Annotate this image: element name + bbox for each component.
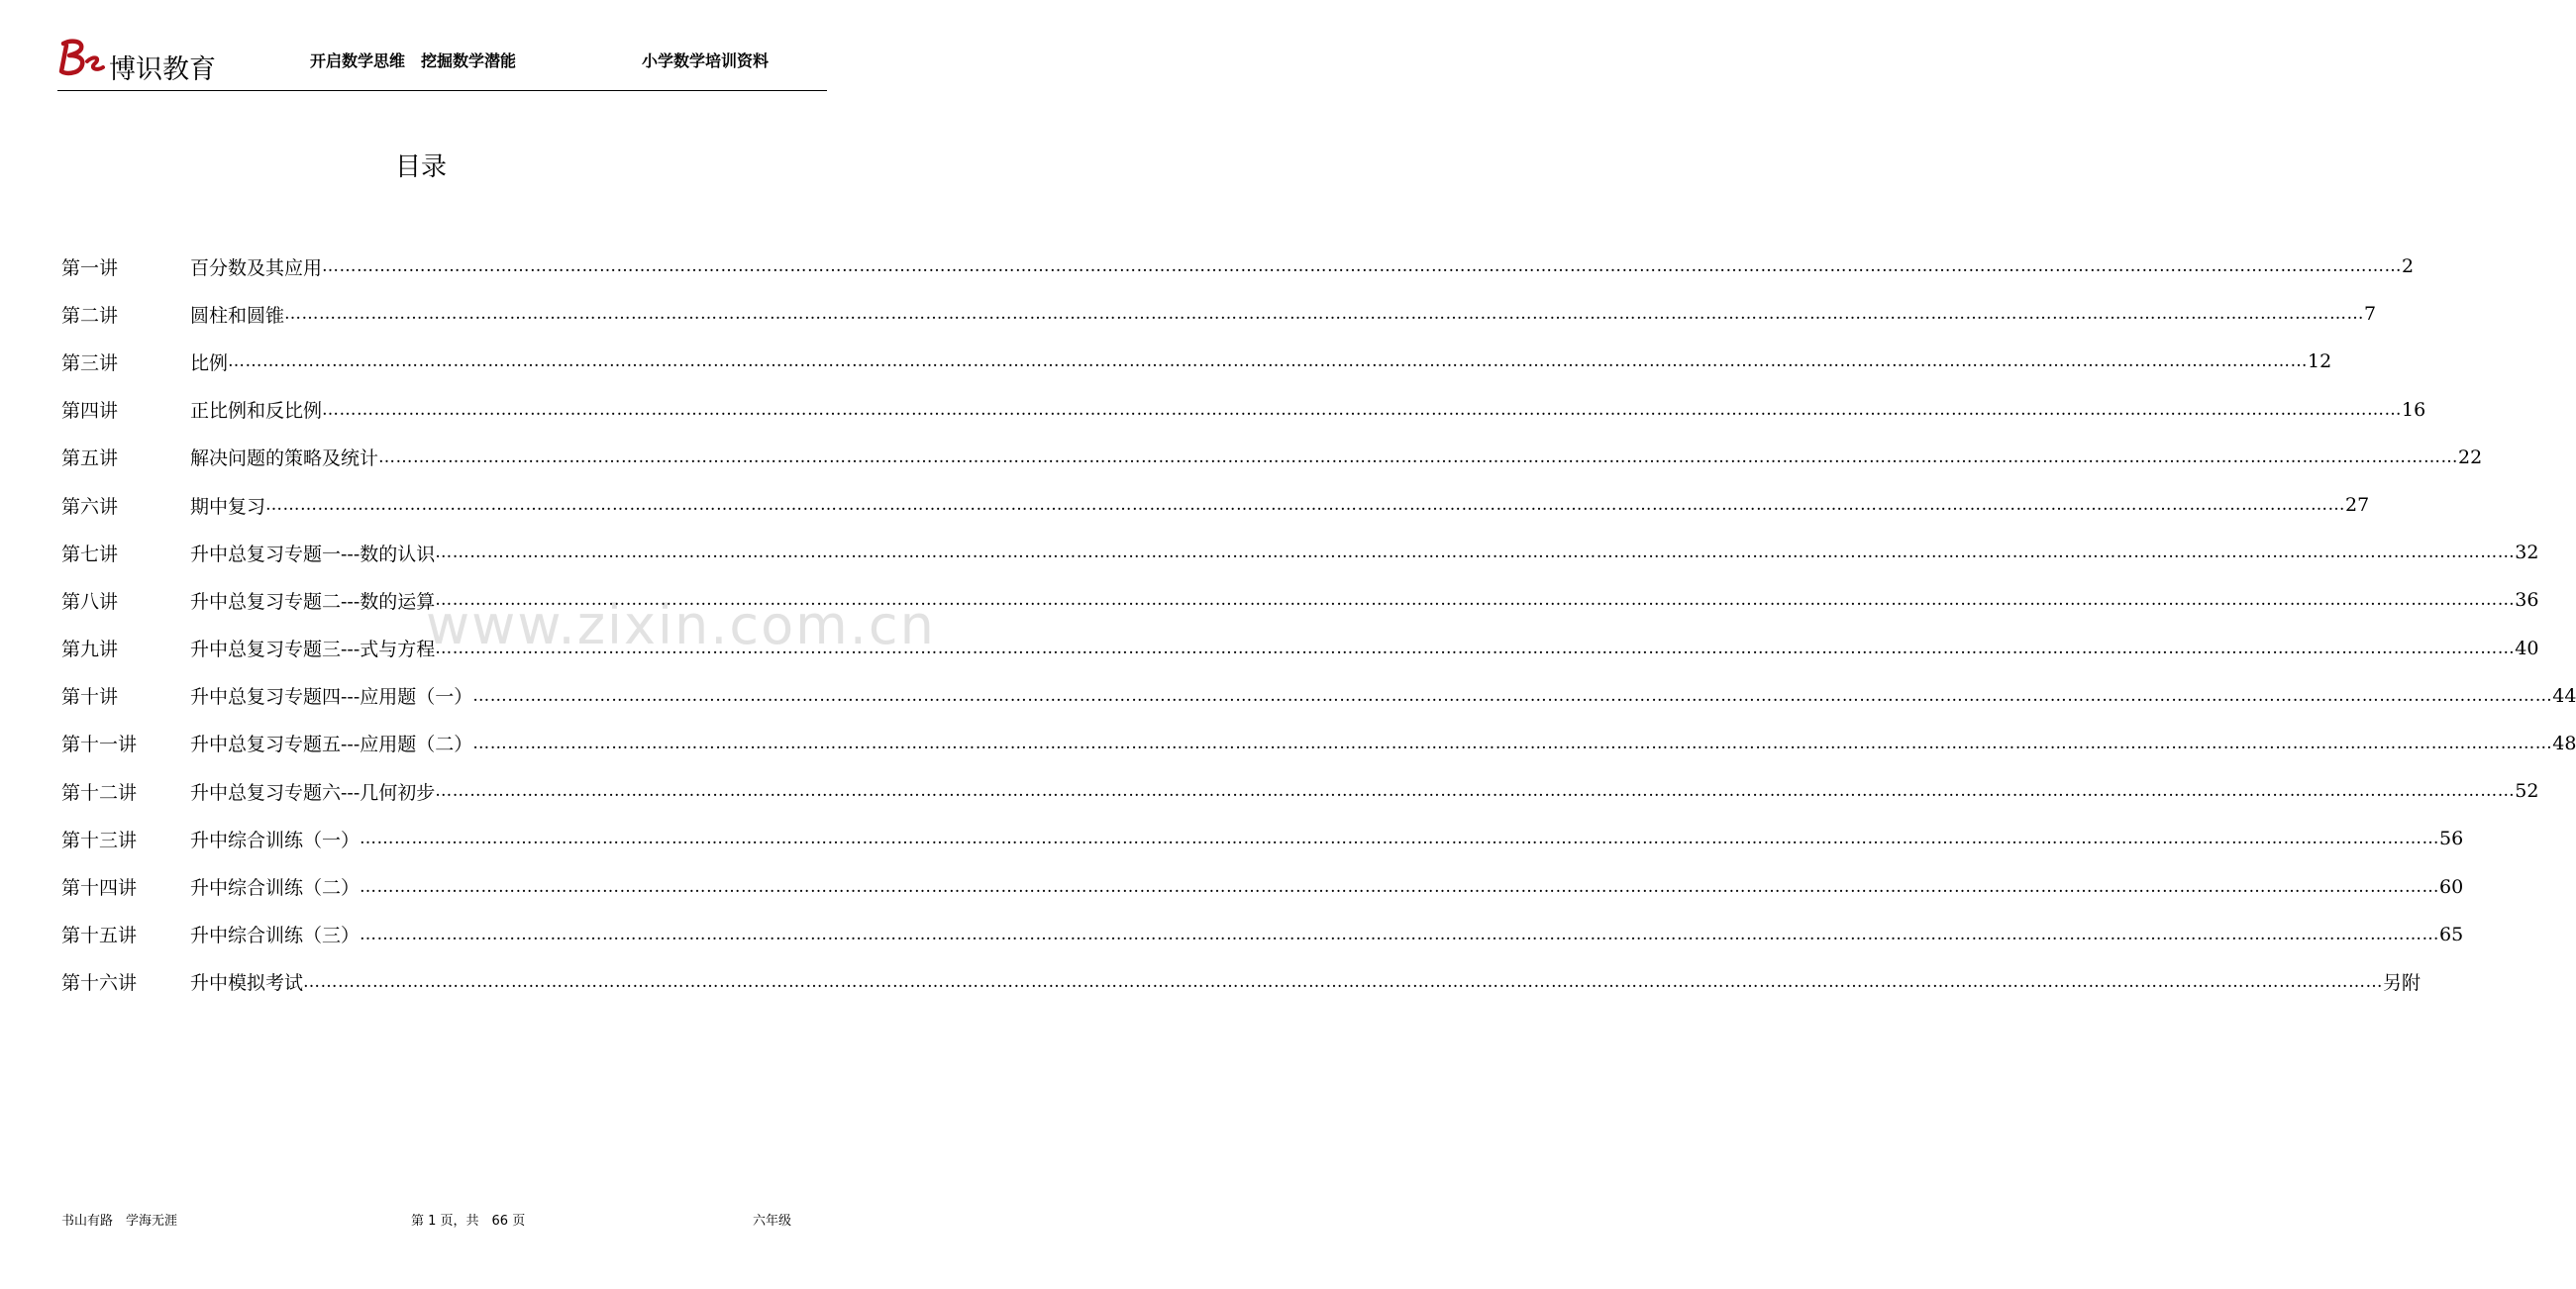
toc-dot-leader: ……………………………………………………………………………………………………………………………………………………………………………………………………………………………………………………………………………………………………………………………… <box>322 256 2403 277</box>
bs-logo-icon <box>57 38 105 77</box>
page-footer <box>0 1210 911 1234</box>
footer-motto: 书山有路 学海无涯 <box>61 1214 178 1229</box>
toc-dot-leader: ……………………………………………………………………………………………………………………………………………………………………………………………………………………………………………………………………………………………………………………………… <box>303 971 2384 992</box>
toc-entry[interactable] <box>61 386 2426 434</box>
toc-entry-page: 32 <box>2515 542 2539 564</box>
toc-dot-leader: ……………………………………………………………………………………………………………………………………………………………………………………………………………………………………………………………………………………………………………………………… <box>228 351 2309 372</box>
toc-entry-page: 16 <box>2402 398 2426 421</box>
toc-entry-title: 解决问题的策略及统计 <box>190 447 379 470</box>
toc-dot-leader: ……………………………………………………………………………………………………………………………………………………………………………………………………………………………………………………………………………………………………………………………… <box>360 829 2440 849</box>
toc-entry-page: 60 <box>2439 875 2464 898</box>
toc-entry-number: 第一讲 <box>61 256 119 279</box>
toc-entry-number: 第七讲 <box>61 543 119 565</box>
header-divider <box>57 90 827 91</box>
toc-entry-title: 圆柱和圆锥 <box>190 304 285 327</box>
brand-name: 博识教育 <box>109 54 216 85</box>
toc-entry[interactable] <box>61 958 2421 1006</box>
toc-entry-number: 第十六讲 <box>61 972 138 995</box>
toc-entry-title: 期中复习 <box>190 495 266 518</box>
toc-entry-title: 升中总复习专题五---应用题（二） <box>190 734 473 756</box>
toc-dot-leader: ……………………………………………………………………………………………………………………………………………………………………………………………………………………………………………………………………………………………………………………………… <box>472 685 2553 706</box>
toc-entry-page: 48 <box>2552 732 2576 754</box>
toc-dot-leader: ……………………………………………………………………………………………………………………………………………………………………………………………………………………………………………………………………………………………………………………………… <box>435 543 2516 563</box>
toc-entry[interactable] <box>61 434 2483 481</box>
toc-entry[interactable] <box>61 720 2576 767</box>
toc-entry-number: 第十二讲 <box>61 781 138 804</box>
toc-entry-page: 22 <box>2458 446 2483 468</box>
toc-entry-number: 第二讲 <box>61 304 119 327</box>
toc-entry-number: 第十五讲 <box>61 925 138 947</box>
toc-entry-number: 第三讲 <box>61 351 119 374</box>
toc-entry-number: 第十三讲 <box>61 829 138 851</box>
toc-entry-page: 7 <box>2364 303 2377 326</box>
toc-entry-title: 升中综合训练（二） <box>190 877 361 900</box>
toc-dot-leader: ……………………………………………………………………………………………………………………………………………………………………………………………………………………………………………………………………………………………………………………………… <box>435 638 2516 658</box>
toc-entry-page: 44 <box>2552 684 2576 707</box>
toc-entry[interactable] <box>61 243 2415 290</box>
footer-grade: 六年级 <box>753 1214 792 1229</box>
toc-dot-leader: ……………………………………………………………………………………………………………………………………………………………………………………………………………………………………………………………………………………………………………………………… <box>360 924 2440 944</box>
toc-entry[interactable] <box>61 338 2332 385</box>
toc-dot-leader: ……………………………………………………………………………………………………………………………………………………………………………………………………………………………………………………………………………………………………………………………… <box>435 590 2516 611</box>
toc-entry-number: 第四讲 <box>61 400 119 423</box>
toc-entry-page: 40 <box>2515 637 2539 659</box>
toc-entry[interactable] <box>61 911 2464 958</box>
toc-entry-page: 27 <box>2345 494 2370 517</box>
toc-entry-title: 正比例和反比例 <box>190 400 323 423</box>
toc-entry-title: 升中总复习专题二---数的运算 <box>190 590 436 613</box>
toc-entry-number: 第五讲 <box>61 447 119 470</box>
toc-entry[interactable] <box>61 290 2377 338</box>
page-title: 目录 <box>394 152 447 182</box>
toc-entry-number: 第六讲 <box>61 495 119 518</box>
toc-dot-leader: ……………………………………………………………………………………………………………………………………………………………………………………………………………………………………………………………………………………………………………………………… <box>360 876 2440 897</box>
toc-entry-title: 百分数及其应用 <box>190 256 323 279</box>
toc-dot-leader: ……………………………………………………………………………………………………………………………………………………………………………………………………………………………………………………………………………………………………………………………… <box>265 495 2346 516</box>
toc-entry-title: 比例 <box>190 351 229 374</box>
toc-entry-number: 第十一讲 <box>61 734 138 756</box>
table-of-contents <box>61 243 2576 1006</box>
header-category: 小学数学培训资料 <box>642 51 770 70</box>
page-header <box>0 0 911 94</box>
toc-dot-leader: ……………………………………………………………………………………………………………………………………………………………………………………………………………………………………………………………………………………………………………………………… <box>322 399 2403 420</box>
toc-entry-page: 56 <box>2439 828 2464 850</box>
toc-entry-page: 另附 <box>2383 972 2421 995</box>
toc-entry-title: 升中总复习专题六---几何初步 <box>190 781 436 804</box>
toc-entry-number: 第九讲 <box>61 639 119 661</box>
toc-dot-leader: ……………………………………………………………………………………………………………………………………………………………………………………………………………………………………………………………………………………………………………………………… <box>378 446 2459 467</box>
toc-entry[interactable] <box>61 767 2539 815</box>
toc-entry-page: 52 <box>2515 780 2539 803</box>
header-slogan: 开启数学思维 挖掘数学潜能 <box>310 51 517 70</box>
toc-entry[interactable] <box>61 862 2464 910</box>
toc-entry-page: 2 <box>2402 255 2415 278</box>
toc-entry[interactable] <box>61 576 2539 624</box>
toc-entry[interactable] <box>61 672 2576 720</box>
toc-entry-number: 第十四讲 <box>61 877 138 900</box>
toc-entry-title: 升中综合训练（一） <box>190 829 361 851</box>
toc-entry-page: 36 <box>2515 589 2539 612</box>
toc-entry-page: 65 <box>2439 923 2464 945</box>
toc-entry-title: 升中总复习专题三---式与方程 <box>190 639 436 661</box>
toc-dot-leader: ……………………………………………………………………………………………………………………………………………………………………………………………………………………………………………………………………………………………………………………………… <box>435 781 2516 802</box>
toc-entry-page: 12 <box>2308 350 2332 373</box>
toc-entry-number: 第十讲 <box>61 686 119 709</box>
toc-entry[interactable] <box>61 815 2464 862</box>
toc-dot-leader: ……………………………………………………………………………………………………………………………………………………………………………………………………………………………………………………………………………………………………………………………… <box>284 304 2365 325</box>
toc-entry-number: 第八讲 <box>61 590 119 613</box>
toc-entry[interactable] <box>61 529 2539 576</box>
watermark: www.zixin.com.cn <box>426 594 936 656</box>
toc-entry-title: 升中总复习专题四---应用题（一） <box>190 686 473 709</box>
toc-entry-title: 升中模拟考试 <box>190 972 304 995</box>
footer-page-number: 第 1 页，共 66 页 <box>411 1214 526 1229</box>
toc-entry-title: 升中总复习专题一---数的认识 <box>190 543 436 565</box>
toc-entry-title: 升中综合训练（三） <box>190 925 361 947</box>
toc-dot-leader: ……………………………………………………………………………………………………………………………………………………………………………………………………………………………………………………………………………………………………………………………… <box>472 733 2553 753</box>
toc-entry[interactable] <box>61 481 2370 529</box>
